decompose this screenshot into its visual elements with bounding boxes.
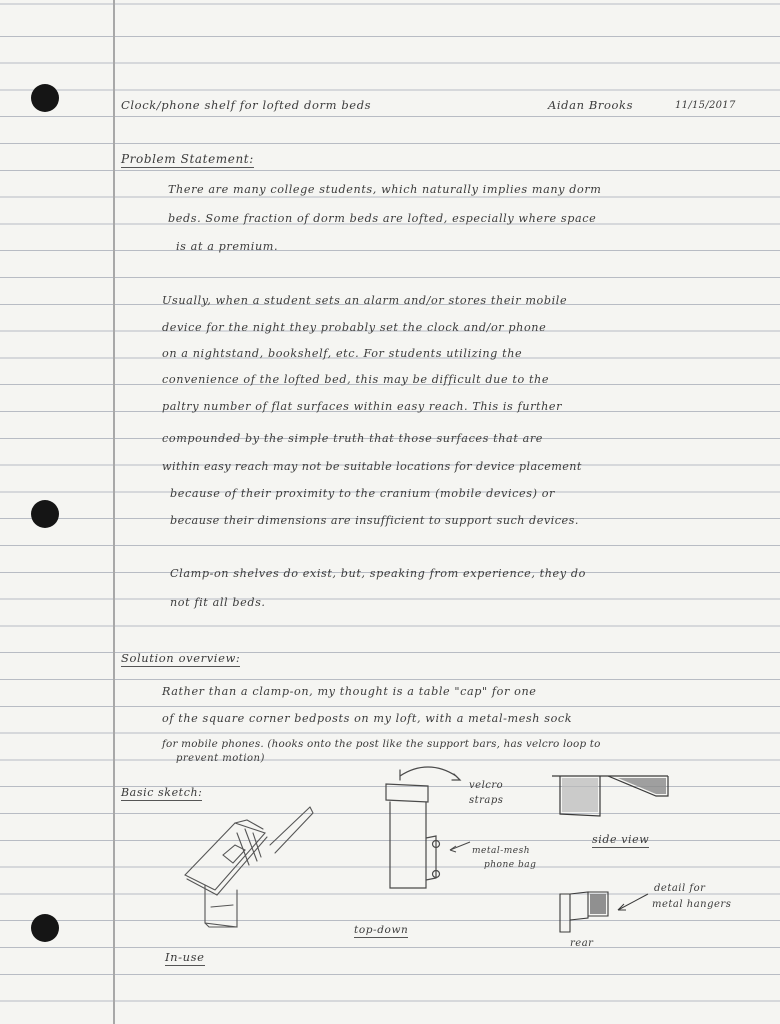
label-rear: rear [570, 938, 594, 949]
problem-line: because of their proximity to the cranium (mobile devices) or [170, 487, 555, 500]
problem-line: Usually, when a student sets an alarm and/or stores their mobile [162, 294, 568, 307]
label-side-view: side view [592, 833, 650, 846]
label-detail: detail for [654, 883, 706, 894]
author-name: Aidan Brooks [548, 98, 634, 112]
label-straps: straps [469, 795, 504, 806]
margin-line [113, 0, 115, 1024]
solution-line: for mobile phones. (hooks onto the post like the support bars, has velcro loop to [162, 738, 601, 750]
binder-hole-bottom [31, 914, 59, 942]
solution-line: Rather than a clamp-on, my thought is a table "cap" for one [162, 685, 537, 698]
label-top-down: top-down [354, 924, 409, 936]
problem-line: compounded by the simple truth that those surfaces that are [162, 432, 544, 445]
binder-hole-top [31, 84, 59, 112]
problem-line: device for the night they probably set the clock and/or phone [162, 321, 547, 334]
problem-line: within easy reach may not be suitable locations for device placement [162, 460, 582, 473]
binder-hole-middle [31, 500, 59, 528]
problem-line: There are many college students, which naturally implies many dorm [168, 183, 602, 196]
problem-heading: Problem Statement: [121, 152, 254, 166]
problem-line: Clamp-on shelves do exist, but, speaking from experience, they do [170, 567, 586, 580]
problem-line: paltry number of flat surfaces within easy reach. This is further [162, 400, 563, 413]
solution-heading: Solution overview: [121, 651, 241, 665]
label-in-use: In-use [165, 950, 205, 964]
problem-line: convenience of the lofted bed, this may be difficult due to the [162, 373, 550, 386]
solution-line: of the square corner bedposts on my loft, with a metal-mesh sock [162, 712, 573, 725]
page-title: Clock/phone shelf for lofted dorm beds [121, 98, 372, 112]
date: 11/15/2017 [675, 100, 736, 111]
problem-line: because their dimensions are insufficient to support such devices. [170, 514, 579, 527]
label-phone-bag: phone bag [484, 860, 537, 870]
problem-line: not fit all beds. [170, 596, 266, 609]
label-phone-bag: metal-mesh [472, 846, 531, 856]
label-detail: metal hangers [652, 899, 732, 910]
sketch-heading: Basic sketch: [121, 786, 203, 799]
solution-line: prevent motion) [176, 753, 265, 764]
label-velcro: velcro [469, 780, 504, 791]
problem-line: is at a premium. [176, 240, 279, 253]
problem-line: beds. Some fraction of dorm beds are lofted, especially where space [168, 212, 597, 225]
problem-line: on a nightstand, bookshelf, etc. For students utilizing the [162, 347, 523, 360]
